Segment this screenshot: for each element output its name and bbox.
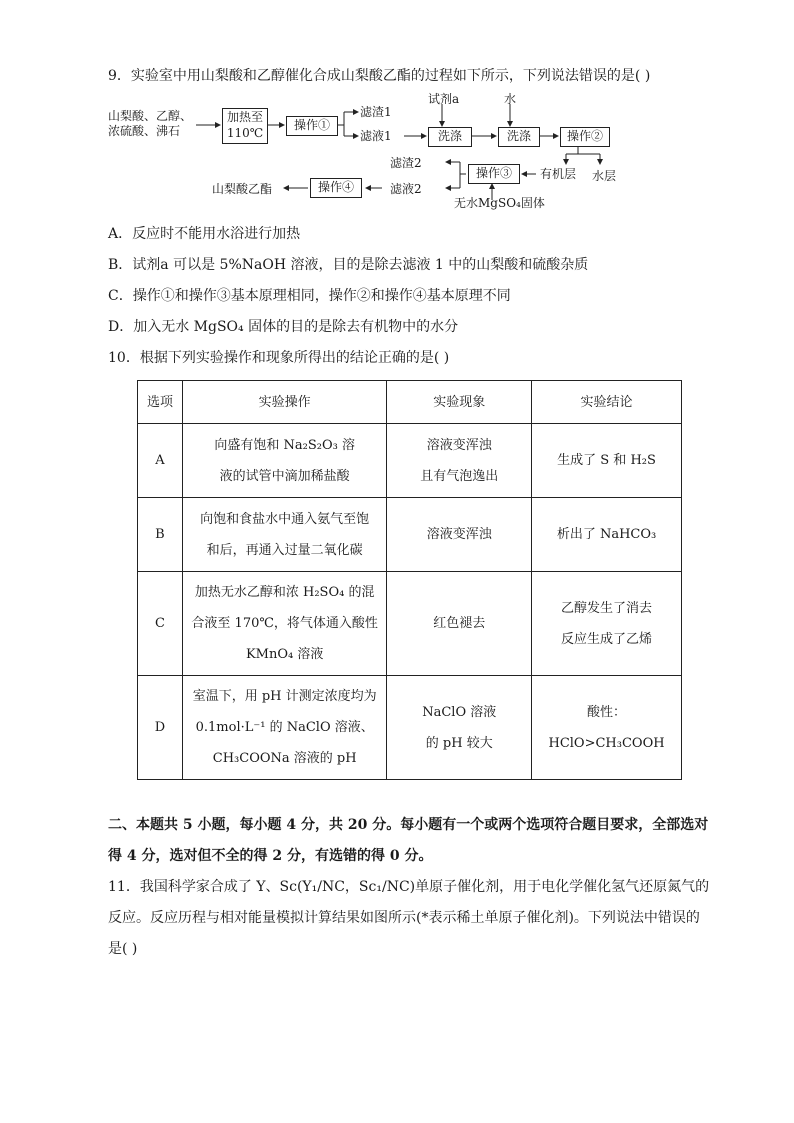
- q9-option-d: D．加入无水 MgSO₄ 固体的目的是除去有机物中的水分: [108, 319, 459, 335]
- cell-line: 析出了 NaHCO₃: [556, 527, 657, 542]
- q9-stem: 9．实验室中用山梨酸和乙醇催化合成山梨酸乙酯的过程如下所示，下列说法错误的是( ): [108, 68, 651, 84]
- flow-organic-layer: 有机层: [540, 167, 577, 181]
- table-cell-option: C: [138, 572, 183, 676]
- cell-line: CH₃COONa 溶液的 pH: [212, 751, 357, 766]
- q9-option-c: C．操作①和操作③基本原理相同，操作②和操作④基本原理不同: [108, 288, 511, 304]
- flow-wash1-box: 洗涤: [428, 127, 472, 147]
- table-row: [138, 498, 682, 572]
- table-cell-operation: [182, 424, 387, 498]
- flow-product: 山梨酸乙酯: [212, 182, 273, 196]
- flow-residue2: 滤渣2: [390, 156, 422, 170]
- table-header-cell: 选项: [138, 381, 183, 424]
- flow-op2-box: 操作②: [560, 127, 610, 147]
- flow-wash2-box: 洗涤: [498, 127, 540, 147]
- cell-line: 向盛有饱和 Na₂S₂O₃ 溶: [214, 437, 355, 453]
- table-cell-operation: [182, 572, 387, 676]
- table-row: [138, 572, 682, 676]
- table-cell-conclusion: [532, 572, 682, 676]
- flow-op1-box: 操作①: [286, 116, 338, 136]
- cell-line: NaClO 溶液: [422, 704, 497, 720]
- flow-op4-box: 操作④: [310, 178, 362, 198]
- section2-instructions-line1: 二、本题共 5 小题，每小题 4 分，共 20 分。每小题有一个或两个选项符合题目要求，全部选对: [108, 817, 709, 833]
- table-cell-option: D: [138, 676, 183, 780]
- q11-stem-line1: 11．我国科学家合成了 Y、Sc(Y₁/NC，Sc₁/NC)单原子催化剂，用于电化学催化氢气还原氮气的: [108, 879, 710, 895]
- cell-line: KMnO₄ 溶液: [245, 647, 324, 662]
- flow-filtrate1: 滤液1: [360, 129, 392, 143]
- q10-stem: 10．根据下列实验操作和现象所得出的结论正确的是( ): [108, 350, 450, 366]
- cell-line: 生成了 S 和 H₂S: [557, 453, 656, 468]
- q10-table: [137, 380, 682, 780]
- cell-line: 且有气泡逸出: [420, 468, 499, 484]
- cell-line: 反应生成了乙烯: [561, 631, 653, 647]
- flow-filtrate2: 滤液2: [390, 182, 422, 196]
- flow-aqueous-layer: 水层: [592, 169, 617, 183]
- cell-line: 液的试管中滴加稀盐酸: [219, 468, 350, 484]
- flow-raw-materials-2: 浓硫酸、沸石: [108, 124, 181, 138]
- q9-option-b: B．试剂a 可以是 5%NaOH 溶液，目的是除去滤液 1 中的山梨酸和硫酸杂质: [108, 257, 589, 273]
- table-cell-phenomenon: [387, 498, 532, 572]
- flow-op3-box: 操作③: [468, 164, 520, 184]
- table-cell-operation: [182, 676, 387, 780]
- table-cell-operation: [182, 498, 387, 572]
- cell-line: 加热无水乙醇和浓 H₂SO₄ 的混: [194, 585, 375, 600]
- cell-line: 红色褪去: [433, 616, 486, 631]
- q11-stem-line3: 是( ): [108, 941, 138, 957]
- cell-line: 室温下，用 pH 计测定浓度均为: [192, 689, 377, 704]
- table-header-row: [138, 381, 682, 424]
- table-header-cell: 实验操作: [182, 381, 387, 424]
- flow-raw-materials-1: 山梨酸、乙醇、: [108, 109, 193, 123]
- table-cell-conclusion: [532, 676, 682, 780]
- flow-mgso4: 无水MgSO₄固体: [454, 196, 545, 210]
- flow-heat-line1: 加热至: [226, 110, 263, 124]
- cell-line: 向饱和食盐水中通入氨气至饱: [200, 511, 370, 527]
- table-cell-option: A: [138, 424, 183, 498]
- q9-option-a: A．反应时不能用水浴进行加热: [108, 226, 301, 242]
- table-cell-phenomenon: [387, 572, 532, 676]
- q9-flowchart: [108, 92, 628, 212]
- q11-stem-line2: 反应。反应历程与相对能量模拟计算结果如图所示(*表示稀土单原子催化剂)。下列说法中错误的: [108, 910, 700, 926]
- table-cell-phenomenon: [387, 676, 532, 780]
- section2-instructions-line2: 得 4 分，选对但不全的得 2 分，有选错的得 0 分。: [108, 848, 433, 864]
- table-row: [138, 676, 682, 780]
- table-row: [138, 424, 682, 498]
- cell-line: HClO>CH₃COOH: [548, 735, 665, 751]
- cell-line: 酸性：: [587, 704, 627, 720]
- flow-reagent-a: 试剂a: [428, 92, 460, 106]
- cell-line: 溶液变浑浊: [426, 527, 492, 542]
- flow-heat-line2: 110℃: [226, 126, 264, 140]
- flow-residue1: 滤渣1: [360, 105, 392, 119]
- table-header-cell: 实验结论: [532, 381, 682, 424]
- cell-line: 0.1mol·L⁻¹ 的 NaClO 溶液、: [195, 720, 374, 735]
- cell-line: 和后，再通入过量二氧化碳: [206, 542, 363, 558]
- table-cell-conclusion: [532, 498, 682, 572]
- flow-heat-box: [222, 108, 268, 144]
- flow-water: 水: [504, 92, 517, 106]
- table-cell-conclusion: [532, 424, 682, 498]
- cell-line: 的 pH 较大: [425, 735, 493, 751]
- cell-line: 乙醇发生了消去: [561, 600, 653, 616]
- table-cell-option: B: [138, 498, 183, 572]
- cell-line: 溶液变浑浊: [426, 437, 492, 453]
- cell-line: 合液至 170℃，将气体通入酸性: [191, 616, 378, 631]
- table-header-cell: 实验现象: [387, 381, 532, 424]
- table-cell-phenomenon: [387, 424, 532, 498]
